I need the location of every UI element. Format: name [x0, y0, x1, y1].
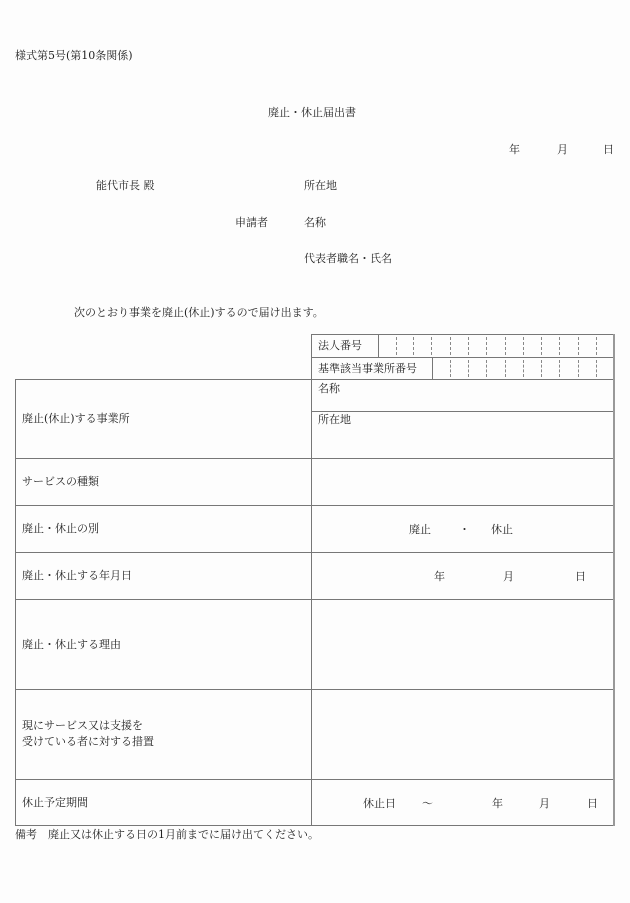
option-abolish[interactable]: 廃止 — [409, 523, 431, 536]
applicant-address-label: 所在地 — [304, 179, 337, 192]
row-label-date: 廃止・休止する年月日 — [22, 569, 132, 582]
row-label-measures-line2: 受けている者に対する措置 — [22, 735, 154, 748]
suspension-start-label: 休止日 — [363, 797, 396, 810]
row-label-office: 廃止(休止)する事業所 — [22, 412, 130, 425]
date-month-label: 月 — [503, 570, 514, 583]
office-address-field[interactable] — [312, 412, 613, 458]
divider — [613, 334, 615, 379]
date-day-label: 日 — [575, 570, 586, 583]
row-label-abolish-or-suspend: 廃止・休止の別 — [22, 522, 99, 535]
corporate-number-input[interactable] — [379, 335, 613, 357]
applicant-label: 申請者 — [235, 216, 268, 229]
office-number-label: 基準該当事業所番号 — [318, 362, 417, 375]
service-type-field[interactable] — [312, 459, 613, 505]
divider — [311, 334, 312, 379]
row-label-service-type: サービスの種類 — [22, 475, 99, 488]
date-year-label: 年 — [509, 143, 520, 156]
addressee: 能代市長 殿 — [96, 179, 155, 192]
suspension-period-field[interactable] — [312, 780, 613, 825]
date-year-label: 年 — [492, 797, 503, 810]
corporate-number-label: 法人番号 — [318, 339, 362, 352]
office-name-label: 名称 — [318, 382, 340, 395]
date-month-label: 月 — [557, 143, 568, 156]
intro-text: 次のとおり事業を廃止(休止)するので届け出ます。 — [74, 306, 324, 319]
page-title: 廃止・休止届出書 — [268, 106, 356, 119]
divider — [15, 825, 614, 826]
row-label-suspension-period: 休止予定期間 — [22, 796, 88, 809]
office-number-input[interactable] — [433, 358, 613, 379]
date-day-label: 日 — [603, 143, 614, 156]
applicant-representative-label: 代表者職名・氏名 — [304, 252, 392, 265]
remarks-note: 備考 廃止又は休止する日の1月前までに届け出てください。 — [15, 828, 319, 841]
divider — [15, 505, 614, 506]
option-separator: ・ — [459, 523, 470, 536]
option-suspend[interactable]: 休止 — [491, 523, 513, 536]
applicant-name-label: 名称 — [304, 216, 326, 229]
abolish-date-field[interactable] — [312, 553, 613, 599]
form-number: 様式第5号(第10条関係) — [15, 49, 133, 62]
row-label-measures-line1: 現にサービス又は支援を — [22, 719, 143, 732]
measures-field[interactable] — [312, 690, 613, 779]
office-name-field[interactable] — [312, 380, 613, 411]
date-year-label: 年 — [434, 570, 445, 583]
row-label-reason: 廃止・休止する理由 — [22, 638, 121, 651]
reason-field[interactable] — [312, 600, 613, 689]
date-month-label: 月 — [539, 797, 550, 810]
office-address-label: 所在地 — [318, 413, 351, 426]
divider — [15, 379, 16, 826]
divider — [613, 379, 615, 826]
date-day-label: 日 — [587, 797, 598, 810]
tilde-separator: ～ — [422, 797, 433, 810]
